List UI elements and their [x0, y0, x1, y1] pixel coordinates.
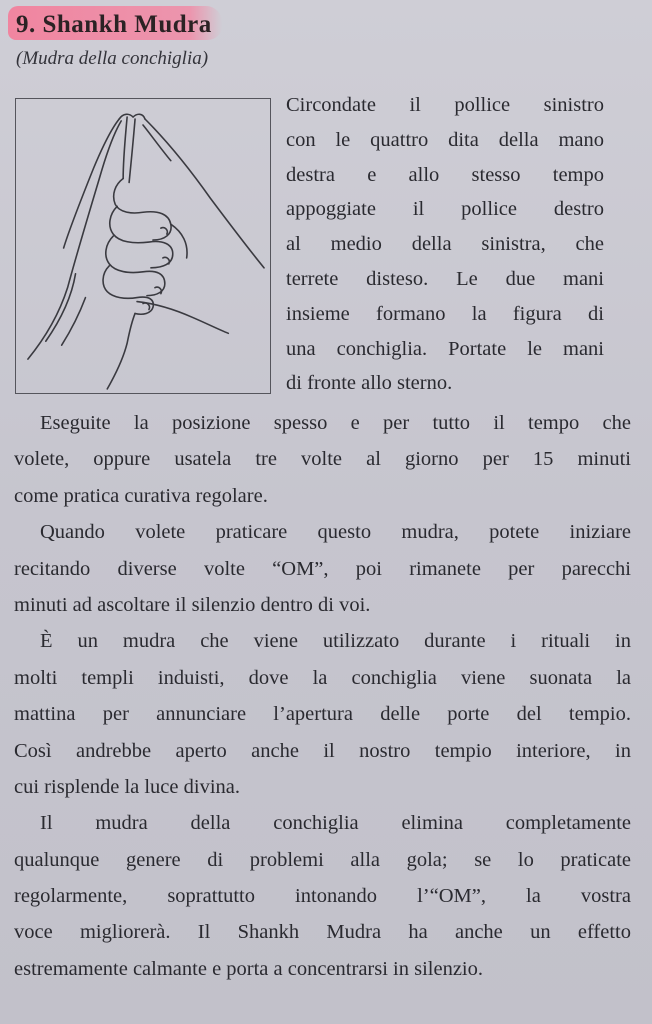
- side-text-line: terrete disteso. Le due mani: [286, 267, 604, 290]
- text-line: cui risplende la luce divina.: [14, 775, 240, 798]
- text-line: mattina per annunciare l’apertura delle porte del tempio.: [14, 703, 631, 726]
- text-line: recitando diverse volte “OM”, poi rimanete per parecchi: [14, 557, 631, 580]
- page-subtitle: (Mudra della conchiglia): [16, 48, 209, 69]
- paragraph-1: [14, 405, 631, 514]
- text-line: Il mudra della conchiglia elimina completamente: [40, 812, 631, 835]
- side-text-line: al medio della sinistra, che: [286, 233, 604, 256]
- side-text-block: [286, 88, 604, 401]
- paragraph-4: [14, 805, 631, 987]
- hand-mudra-drawing: [16, 99, 270, 393]
- text-line: estremamente calmante e porta a concentrarsi in silenzio.: [14, 957, 484, 980]
- text-line: Così andrebbe aperto anche il nostro tempio interiore, in: [14, 739, 631, 762]
- side-text-line: di fronte allo sterno.: [286, 372, 453, 395]
- text-line: È un mudra che viene utilizzato durante i rituali in: [40, 630, 631, 653]
- paragraph-2: [14, 514, 631, 623]
- side-text-line: con le quattro dita della mano: [286, 128, 604, 151]
- text-line: qualunque genere di problemi alla gola; se lo praticate: [14, 848, 631, 871]
- text-line: volete, oppure usatela tre volte al giorno per 15 minuti: [14, 448, 631, 471]
- text-line: voce migliorerà. Il Shankh Mudra ha anche un effetto: [14, 921, 631, 944]
- illustration-frame: [15, 98, 271, 394]
- text-line: come pratica curativa regolare.: [14, 484, 268, 507]
- paragraph-3: [14, 623, 631, 805]
- side-text-line: destra e allo stesso tempo: [286, 163, 604, 186]
- title-highlight: [8, 6, 222, 40]
- text-line: Quando volete praticare questo mudra, potete iniziare: [40, 521, 631, 544]
- text-line: regolarmente, soprattutto intonando l’“OM”, la vostra: [14, 885, 631, 908]
- side-text-line: insieme formano la figura di: [286, 302, 604, 325]
- page-title: 9. Shankh Mudra: [16, 11, 212, 38]
- text-line: Eseguite la posizione spesso e per tutto il tempo che: [40, 412, 631, 434]
- side-text-line: una conchiglia. Portate le mani: [286, 337, 604, 360]
- side-text-line: Circondate il pollice sinistro: [286, 94, 604, 116]
- text-line: minuti ad ascoltare il silenzio dentro di voi.: [14, 593, 371, 616]
- body-text: [14, 405, 631, 987]
- side-text-line: appoggiate il pollice destro: [286, 198, 604, 221]
- text-line: molti templi induisti, dove la conchiglia viene suonata la: [14, 666, 631, 689]
